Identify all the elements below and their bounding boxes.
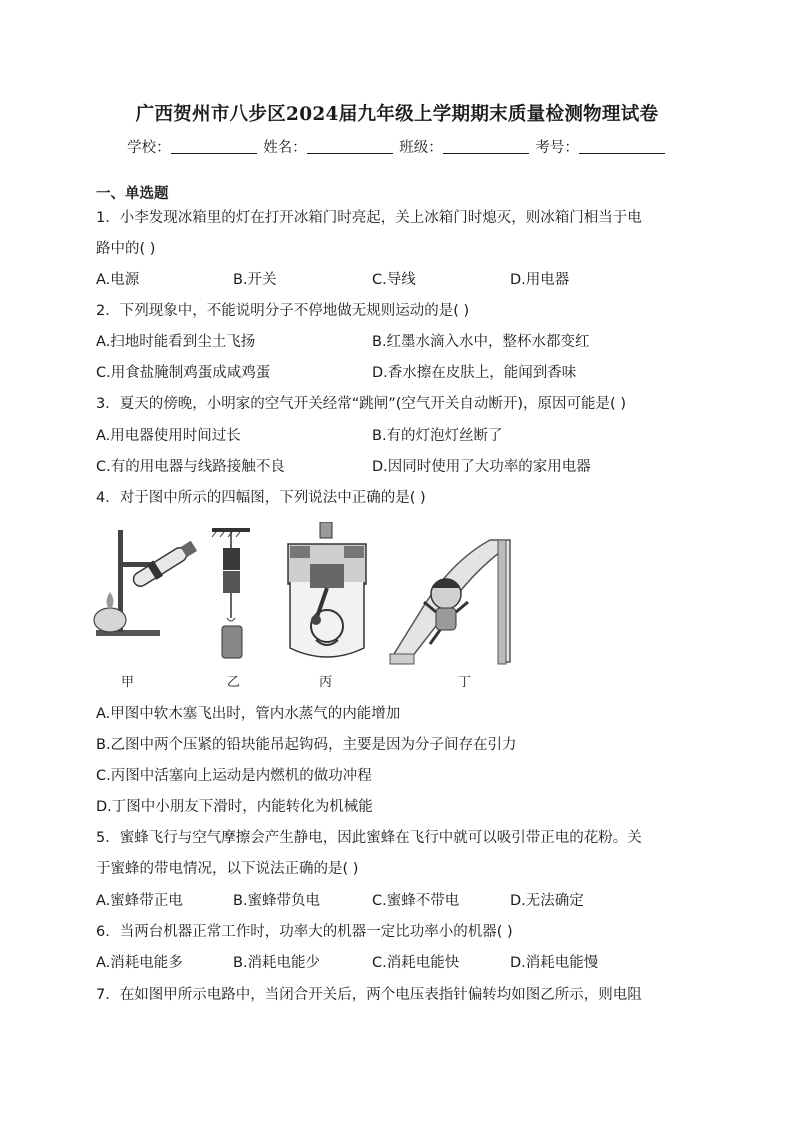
q2-option-b: B.红墨水滴入水中，整杯水都变红 [372,334,590,350]
q3-option-d: D.因同时使用了大功率的家用电器 [372,459,591,475]
q5-option-a: A.蜜蜂带正电 [96,893,183,909]
q6-option-d: D.消耗电能慢 [510,955,599,971]
school-blank [171,139,257,154]
figure-label-ding: 丁 [458,675,472,690]
q5-option-d: D.无法确定 [510,893,584,909]
question-3-text: 3．夏天的傍晚，小明家的空气开关经常“跳闸”(空气开关自动断开)，原因可能是( ) [96,396,626,412]
class-label: 班级： [399,140,443,156]
question-5-text: 5．蜜蜂飞行与空气摩擦会产生静电，因此蜜蜂在飞行中就可以吸引带正电的花粉。关 [96,830,642,846]
name-label: 姓名： [263,140,307,156]
q3-option-c: C.有的用电器与线路接触不良 [96,459,285,475]
q2-option-c: C.用食盐腌制鸡蛋成咸鸡蛋 [96,365,271,381]
q1-option-a: A.电源 [96,272,140,288]
q2-option-d: D.香水擦在皮肤上，能闻到香味 [372,365,577,381]
question-2-text: 2．下列现象中，不能说明分子不停地做无规则运动的是( ) [96,303,470,319]
exam-number-blank [579,139,665,154]
figure-label-jia: 甲 [121,675,135,690]
q1-option-d: D.用电器 [510,272,570,288]
question-1-text: 1．小李发现冰箱里的灯在打开冰箱门时亮起，关上冰箱门时熄灭，则冰箱门相当于电 [96,210,642,226]
exam-title: 广西贺州市八步区2024届九年级上学期期末质量检测物理试卷 [135,104,659,125]
q1-option-c: C.导线 [372,272,416,288]
section-heading: 一、单选题 [96,186,169,202]
question-7-text: 7．在如图甲所示电路中，当闭合开关后，两个电压表指针偏转均如图乙所示，则电阻 [96,987,642,1003]
figure-label-yi: 乙 [227,675,241,690]
student-info-line [0,136,794,157]
figure-ding-slide [390,540,510,664]
question-4-text: 4．对于图中所示的四幅图，下列说法中正确的是( ) [96,490,426,506]
q4-option-b: B.乙图中两个压紧的铅块能吊起钩码，主要是因为分子间存在引力 [96,737,517,753]
question-6-text: 6．当两台机器正常工作时，功率大的机器一定比功率小的机器( ) [96,924,513,940]
q5-option-b: B.蜜蜂带负电 [233,893,321,909]
q3-option-b: B.有的灯泡灯丝断了 [372,428,503,444]
question-1-text-cont: 路中的( ) [96,241,156,257]
figure-jia-test-tube-apparatus [94,530,199,636]
q4-option-a: A.甲图中软木塞飞出时，管内水蒸气的内能增加 [96,706,401,722]
q5-option-c: C.蜜蜂不带电 [372,893,460,909]
question-5-text-cont: 于蜜蜂的带电情况，以下说法正确的是( ) [96,861,359,877]
q6-option-b: B.消耗电能少 [233,955,321,971]
figure-bing-engine [288,522,366,657]
q6-option-a: A.消耗电能多 [96,955,183,971]
q4-option-c: C.丙图中活塞向上运动是内燃机的做功冲程 [96,768,372,784]
figure-label-bing: 丙 [319,675,333,690]
school-label: 学校： [127,140,171,156]
q1-option-b: B.开关 [233,272,277,288]
q6-option-c: C.消耗电能快 [372,955,460,971]
exam-number-label: 考号： [535,140,579,156]
class-blank [443,139,529,154]
q2-option-a: A.扫地时能看到尘土飞扬 [96,334,256,350]
figure-yi-lead-blocks [212,528,250,658]
name-blank [307,139,393,154]
q3-option-a: A.用电器使用时间过长 [96,428,241,444]
question-4-figures [90,522,530,668]
q4-option-d: D.丁图中小朋友下滑时，内能转化为机械能 [96,799,373,815]
